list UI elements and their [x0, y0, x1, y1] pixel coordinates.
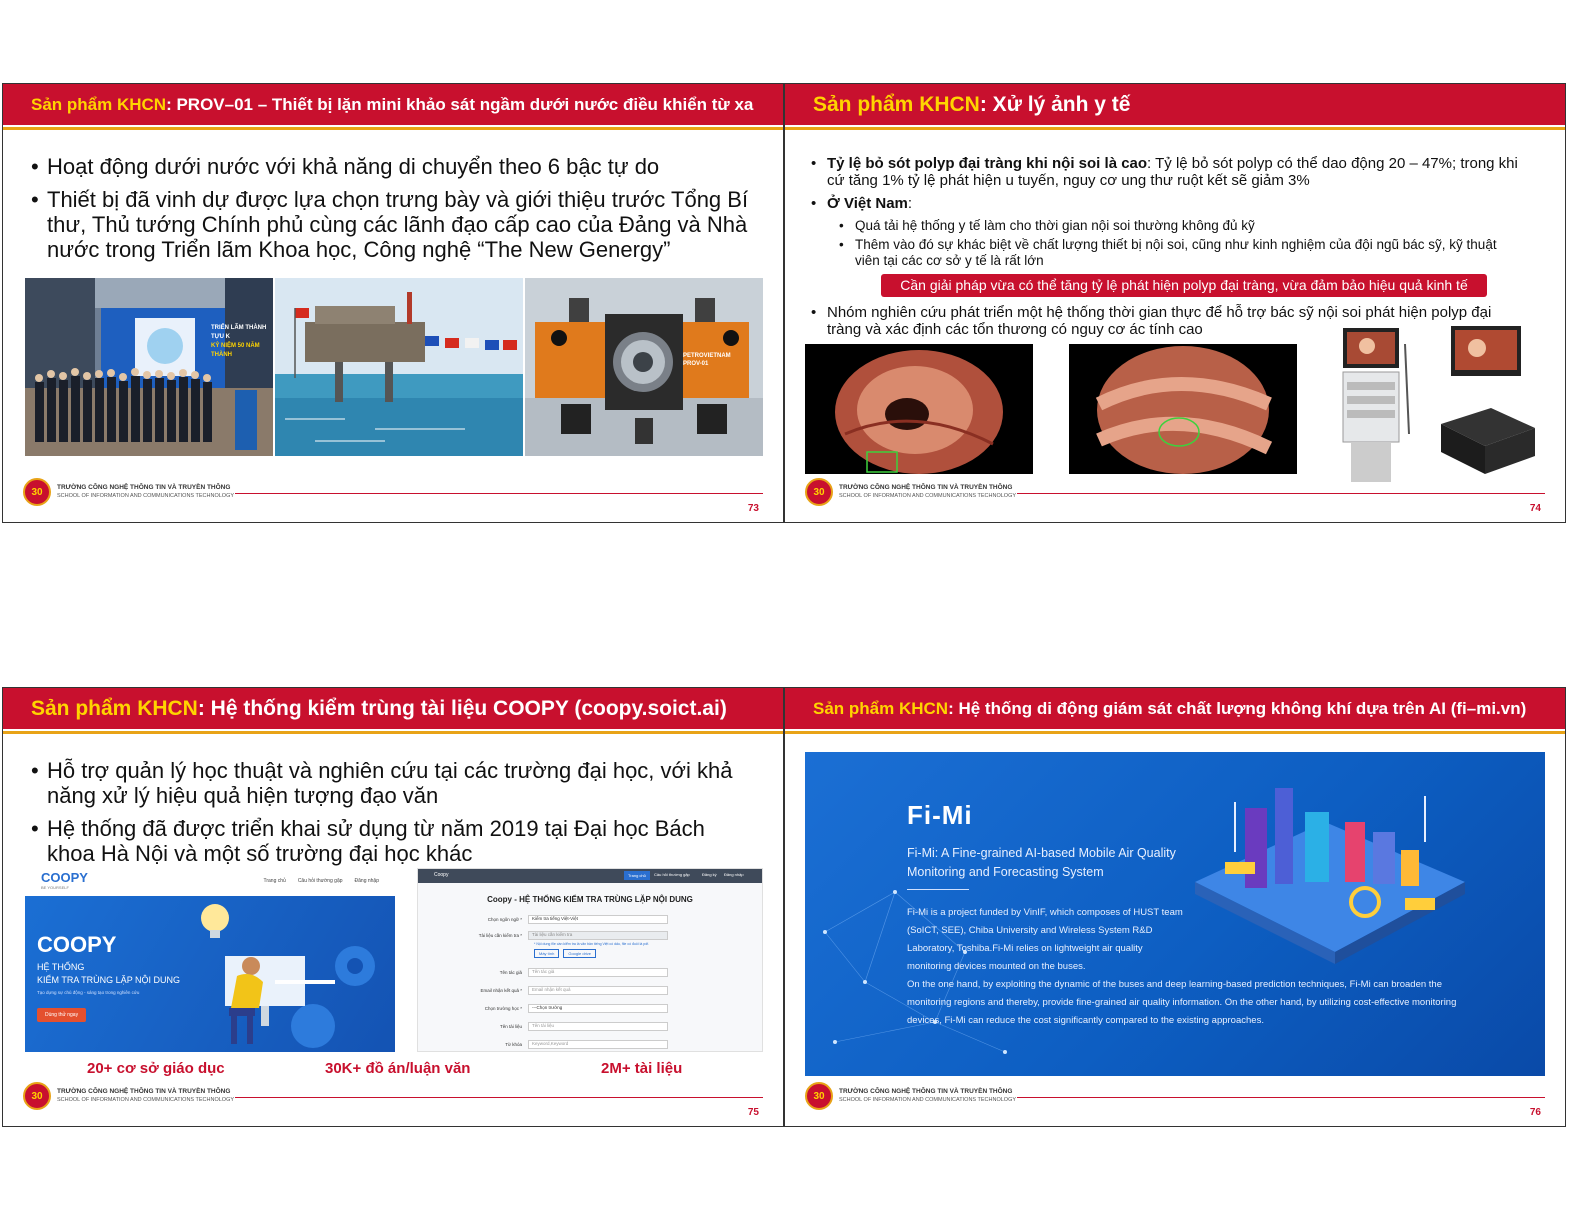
bullet-item: • Hoạt động dưới nước với khả năng di chuyển theo 6 bậc tự do — [31, 154, 757, 179]
rov-brand: PETROVIETNAM — [683, 353, 731, 359]
endoscopy-image-1 — [805, 344, 1033, 474]
language-select[interactable]: Kiểm tra tiếng Việt-Việt — [528, 915, 668, 924]
fimi-description-2: On the one hand, by exploiting the dynamic of the buses and deep learning-based prediction techniques, Fi-Mi can broaden the monitoring regions and thereby, provide fine-grained air quality information. On the other hand, by utilizing cost-effective monitoring devices, Fi-Mi can reduce the cost significantly compared to the existing approaches. — [907, 979, 1457, 1026]
hero-line-2: KIỂM TRA TRÙNG LẶP NỘI DUNG — [37, 975, 181, 985]
bullet-bold: Ở Việt Nam — [827, 195, 908, 212]
page-number: 74 — [1529, 503, 1541, 514]
school-name-en: SCHOOL OF INFORMATION AND COMMUNICATIONS TECHNOLOGY — [57, 493, 235, 499]
form-nav-item[interactable]: Trang chủ — [624, 871, 650, 880]
slide-header — [785, 688, 1565, 729]
stat-institutions: 20+ cơ sở giáo dục — [87, 1060, 225, 1077]
coopy-homepage-screenshot — [25, 868, 395, 1052]
sub-bullet-item: • Thêm vào đó sự khác biệt về chất lượng thiết bị nội soi, cũng như kinh nghiệm của đội ngũ bác sỹ, kỹ thuật viên tại các cơ sở y tế là rất lớn — [811, 237, 1525, 269]
anniversary-seal: 30 — [23, 478, 51, 506]
title-prefix: Sản phẩm KHCN — [31, 94, 167, 114]
anniversary-seal: 30 — [23, 1082, 51, 1110]
footer-divider — [1017, 1097, 1545, 1098]
keyword-input[interactable]: Keyword,Keyword — [528, 1040, 668, 1049]
form-label: Chọn ngôn ngữ * — [487, 916, 522, 922]
upload-computer-button[interactable]: Máy tính — [534, 949, 559, 958]
upload-drive-button[interactable]: Google drive — [563, 949, 596, 958]
banner-line-2: KỶ NIỆM 50 NĂM THÀNH — [211, 343, 260, 358]
school-name-vn: TRƯỜNG CÔNG NGHỆ THÔNG TIN VÀ TRUYỀN THÔNG — [57, 484, 231, 491]
slide-73 — [2, 83, 784, 523]
header-divider — [3, 731, 783, 734]
slide-76 — [784, 687, 1566, 1127]
page-number: 73 — [747, 503, 759, 514]
author-input[interactable]: Tên tác giả — [528, 968, 668, 977]
coopy-nav-item[interactable]: Đăng nhập — [354, 878, 379, 884]
fimi-logo: Fi-Mi — [907, 800, 973, 830]
school-name-en: SCHOOL OF INFORMATION AND COMMUNICATIONS TECHNOLOGY — [57, 1097, 235, 1103]
school-name-vn: TRƯỜNG CÔNG NGHỆ THÔNG TIN VÀ TRUYỀN THÔNG — [57, 1088, 231, 1095]
hero-line-1: HỆ THỐNG — [37, 962, 85, 972]
fimi-subtitle: Fi-Mi: A Fine-grained AI-based Mobile Air Quality Monitoring and Forecasting System — [907, 846, 1176, 879]
coopy-logo: COOPY — [41, 870, 88, 885]
title-prefix: Sản phẩm KHCN — [31, 696, 198, 720]
endoscopy-image-2 — [1069, 344, 1297, 474]
slide-74 — [784, 83, 1566, 523]
school-logo — [23, 478, 234, 506]
form-label: Email nhận kết quả * — [480, 987, 522, 993]
bullet-text: : Tỷ lệ bỏ sót polyp có thể dao động 20 – 47%; trong khi cứ tăng 1% tỷ lệ phát hiện u tuyến, nguy cơ ung thư ruột kết sẽ giảm 3% — [827, 155, 1518, 189]
coopy-nav-item[interactable]: Câu hỏi thường gặp — [297, 878, 343, 884]
title-prefix: Sản phẩm KHCN — [813, 92, 980, 116]
header-divider — [785, 127, 1565, 130]
bullet-item: • Hệ thống đã được triển khai sử dụng từ năm 2019 tại Đại học Bách khoa Hà Nội và một số trường đại học khác — [31, 816, 757, 866]
footer-divider — [1017, 493, 1545, 494]
footer-divider — [235, 1097, 763, 1098]
hero-small-text: Tạo dựng sự chủ động - sáng tạo trong nghiên cứu — [37, 990, 140, 995]
bullet-list — [31, 154, 757, 270]
bullet-list — [811, 155, 1525, 344]
coopy-nav-item[interactable]: Trang chủ — [263, 878, 286, 884]
header-divider — [3, 127, 783, 130]
banner-line-1: TRIỂN LÃM THÀNH TỰU K — [211, 325, 267, 340]
slide-75 — [2, 687, 784, 1127]
slide-header — [3, 688, 783, 729]
bullet-item: • Nhóm nghiên cứu phát triển một hệ thống thời gian thực để hỗ trợ bác sỹ nội soi phát hiện polyp đại tràng và xác định các tổn thương có nguy cơ ác tính cao — [811, 304, 1525, 338]
coopy-hero — [25, 896, 395, 1052]
slide-title: : Xử lý ảnh y tế — [979, 92, 1131, 116]
form-label: Tên tài liệu — [499, 1023, 522, 1029]
document-name-input[interactable]: Tên tài liệu — [528, 1022, 668, 1031]
form-nav-item[interactable]: Đăng nhập — [724, 872, 744, 877]
title-prefix: Sản phẩm KHCN — [813, 698, 949, 718]
fimi-divider — [907, 889, 969, 890]
try-now-button[interactable]: Dùng thử ngay — [37, 1008, 86, 1022]
school-logo — [805, 478, 1016, 506]
form-label: Tài liệu cần kiểm tra * — [478, 932, 522, 938]
slide-title: : Hệ thống di động giám sát chất lượng không khí dựa trên AI (fi–mi.vn) — [948, 698, 1527, 718]
bullet-bold: Tỷ lệ bỏ sót polyp đại tràng khi nội soi là cao — [827, 155, 1148, 172]
form-nav-item[interactable]: Đăng ký — [702, 872, 717, 877]
page-number: 76 — [1529, 1107, 1541, 1118]
form-nav-item[interactable]: Câu hỏi thường gặp — [654, 872, 690, 877]
bullet-item: • Hỗ trợ quản lý học thuật và nghiên cứu tại các trường đại học, với khả năng xử lý hiệu quả hiện tượng đạo văn — [31, 758, 757, 808]
slide-title: : Hệ thống kiểm trùng tài liệu COOPY (coopy.soict.ai) — [197, 696, 727, 720]
form-brand: Coopy — [434, 872, 449, 878]
callout-box: Cần giải pháp vừa có thể tăng tỷ lệ phát hiện polyp đại tràng, vừa đảm bảo hiệu quả kinh tế — [881, 274, 1487, 297]
form-navbar — [418, 869, 762, 883]
bullet-item — [811, 155, 1525, 189]
form-note: * Nội dung file cần kiểm tra là văn bản tiếng Việt có dấu, file có đuôi là pdf. — [534, 942, 650, 946]
email-input[interactable]: Email nhận kết quả — [528, 986, 668, 995]
slide-header — [785, 84, 1565, 125]
school-name-vn: TRƯỜNG CÔNG NGHỆ THÔNG TIN VÀ TRUYỀN THÔNG — [839, 484, 1013, 491]
header-divider — [785, 731, 1565, 734]
anniversary-seal: 30 — [805, 478, 833, 506]
footer-divider — [235, 493, 763, 494]
slide-header — [3, 84, 783, 125]
page-number: 75 — [747, 1107, 759, 1118]
school-name-en: SCHOOL OF INFORMATION AND COMMUNICATIONS TECHNOLOGY — [839, 1097, 1017, 1103]
slide-title: : PROV–01 – Thiết bị lặn mini khảo sát ngầm dưới nước điều khiển từ xa — [166, 94, 754, 114]
form-label: Từ khóa — [505, 1041, 522, 1047]
exhibition-photo — [25, 278, 273, 456]
endoscopy-system-image — [1331, 324, 1541, 494]
bullet-text: : — [907, 195, 913, 212]
fimi-description: Fi-Mi is a project funded by VinIF, which composes of HUST team (SoICT, SEE), Chiba University and Wireless System R&D Laboratory, Toshiba.Fi-Mi relies on lightweight air quality monitoring devices mounted on the buses. — [907, 907, 1183, 972]
stat-documents: 2M+ tài liệu — [601, 1060, 683, 1077]
coopy-tagline: BE YOURSELF — [41, 885, 69, 890]
bullet-item: • Thiết bị đã vinh dự được lựa chọn trưng bày và giới thiệu trước Tổng Bí thư, Thủ tướng Chính phủ cùng các lãnh đạo cấp cao của Đảng và Nhà nước trong Triển lãm Khoa học, Công nghệ “The New Genergy” — [31, 187, 757, 262]
fimi-banner — [805, 752, 1545, 1076]
school-name-vn: TRƯỜNG CÔNG NGHỆ THÔNG TIN VÀ TRUYỀN THÔNG — [839, 1088, 1013, 1095]
anniversary-seal: 30 — [805, 1082, 833, 1110]
school-logo — [805, 1082, 1016, 1110]
school-name-en: SCHOOL OF INFORMATION AND COMMUNICATIONS TECHNOLOGY — [839, 493, 1017, 499]
rov-photo — [525, 278, 763, 456]
form-heading: Coopy - HỆ THỐNG KIỂM TRA TRÙNG LẶP NỘI DUNG — [487, 895, 693, 904]
coopy-form-screenshot — [417, 868, 763, 1052]
form-label: Chọn trường học * — [484, 1005, 522, 1011]
school-logo — [23, 1082, 234, 1110]
document-file-input[interactable]: Tài liệu cần kiểm tra — [528, 931, 668, 940]
platform-photo — [275, 278, 523, 456]
school-select[interactable]: ---Chọn trường — [528, 1004, 668, 1013]
form-body — [438, 913, 668, 1050]
rov-model: PROV-01 — [683, 361, 709, 367]
bullet-list — [31, 758, 757, 874]
sub-bullet-item: • Quá tải hệ thống y tế làm cho thời gian nội soi thường không đủ kỹ — [811, 218, 1525, 234]
form-label: Tên tác giả — [499, 969, 522, 975]
bullet-item — [811, 195, 1525, 212]
hero-title: COOPY — [37, 932, 117, 957]
stat-theses: 30K+ đồ án/luận văn — [325, 1060, 471, 1077]
